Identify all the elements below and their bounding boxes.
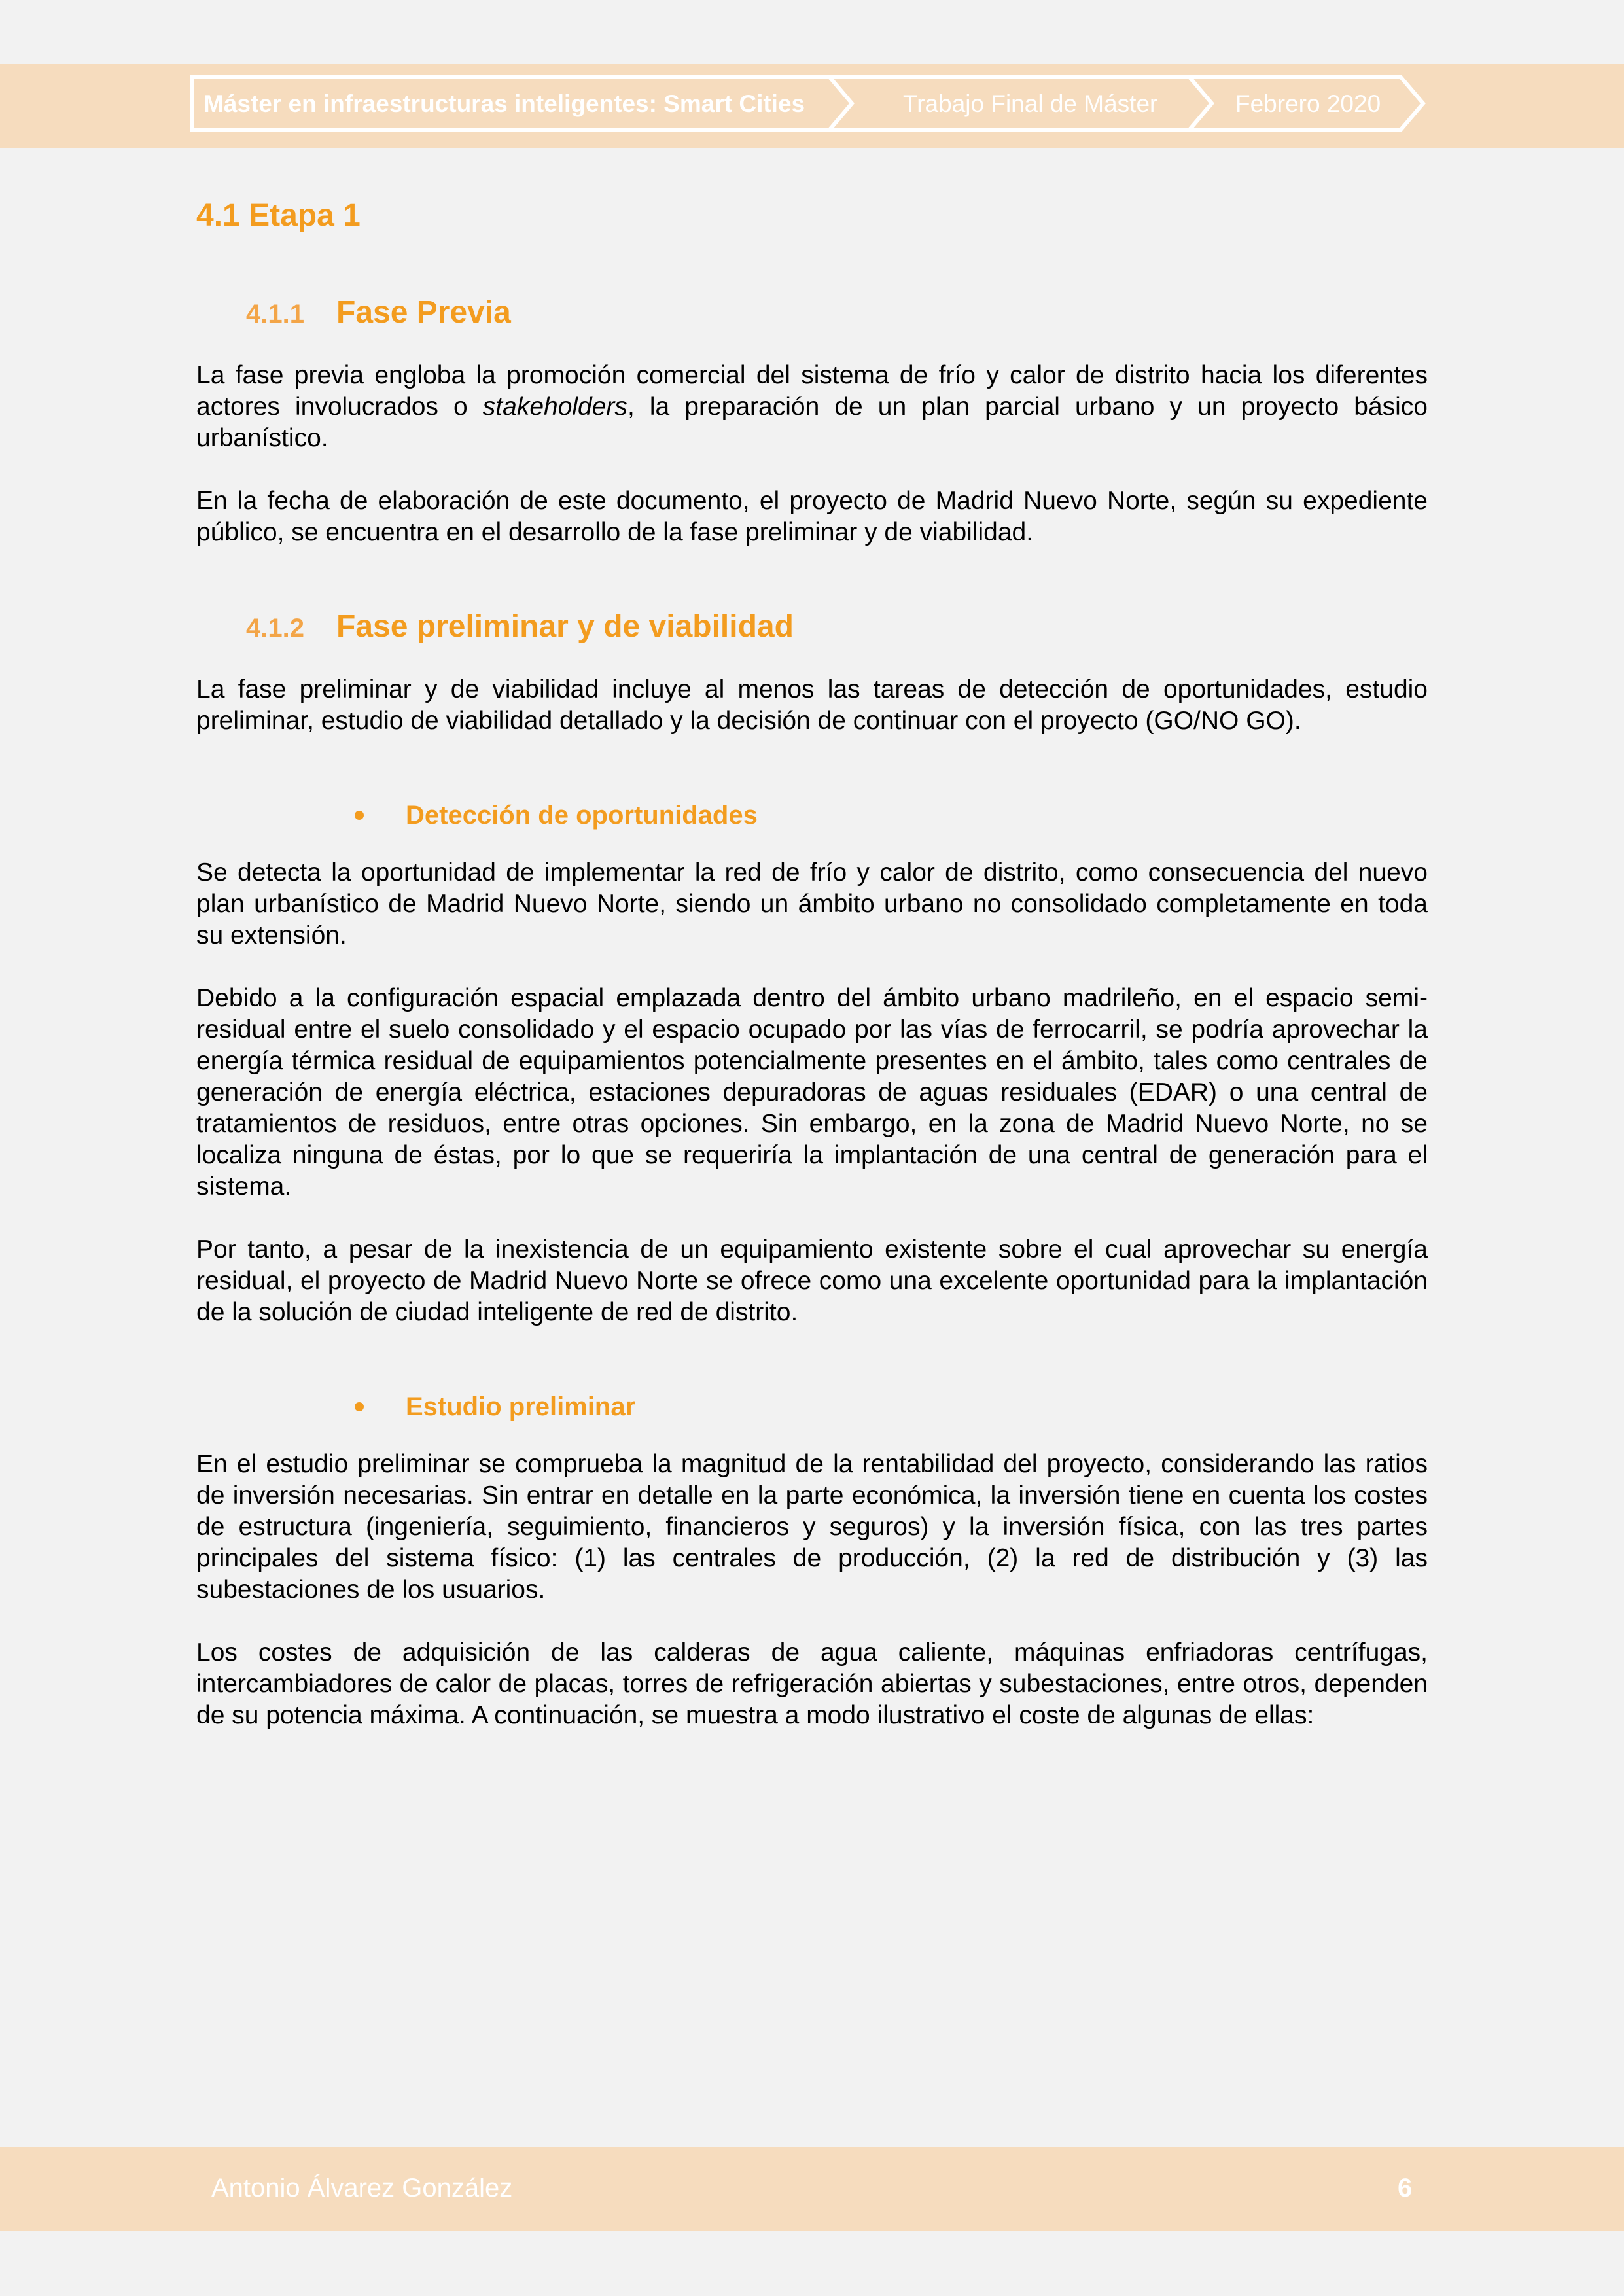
bullet-title: Estudio preliminar	[406, 1392, 636, 1421]
paragraph-text: , la preparación de un plan parcial urbano y un proyecto básico urbanístico.	[196, 393, 1428, 452]
bullet-heading-estudio	[355, 1387, 1428, 1426]
paragraph: Los costes de adquisición de las calderas de agua caliente, máquinas enfriadoras centrífugas, intercambiadores de calor de placas, torres de refrigeración abiertas y subestaciones, entre otros, dependen de su potencia máxima. A continuación, se muestra a modo ilustrativo el coste de algunas de ellas:	[196, 1638, 1428, 1729]
breadcrumb-item-master: Máster en infraestructuras inteligentes: Smart Cities	[203, 90, 805, 117]
subsection-number: 4.1.2	[246, 614, 304, 643]
paragraph: En el estudio preliminar se comprueba la magnitud de la rentabilidad del proyecto, considerando las ratios de inversión necesarias. Sin entrar en detalle en la parte económica, la inversión tiene en cuenta los costes de estructura (ingeniería, seguimiento, financieros y seguros) y la inversión física, con las tres partes principales del sistema físico: (1) las centrales de producción, (2) la red de distribución y (3) las subestaciones de los usuarios.	[196, 1450, 1428, 1604]
document-body	[196, 190, 1428, 1731]
bullet-heading-deteccion	[355, 796, 1428, 835]
paragraph-text: La fase previa engloba la promoción comercial del sistema de frío y calor de distrito hacia los diferentes actores involucrados o	[196, 361, 1428, 421]
bullet-title: Detección de oportunidades	[406, 801, 758, 830]
subsection-heading-fase-preliminar	[246, 601, 1428, 654]
breadcrumb-item-date: Febrero 2020	[1235, 90, 1381, 117]
bullet-icon	[355, 1402, 364, 1411]
subsection-number: 4.1.1	[246, 300, 304, 328]
subsection-heading-fase-previa	[246, 287, 1428, 340]
page-number: 6	[1398, 2174, 1413, 2202]
breadcrumb-item-tfm: Trabajo Final de Máster	[903, 90, 1158, 117]
paragraph: En la fecha de elaboración de este documento, el proyecto de Madrid Nuevo Norte, según su expediente público, se encuentra en el desarrollo de la fase preliminar y de viabilidad.	[196, 487, 1428, 546]
paragraph: Debido a la configuración espacial emplazada dentro del ámbito urbano madrileño, en el espacio semi-residual entre el suelo consolidado y el espacio ocupado por las vías de ferrocarril, se podría aprovechar la energía térmica residual de equipamientos potencialmente presentes en el ámbito, tales como centrales de generación de energía eléctrica, estaciones depuradoras de aguas residuales (EDAR) o una central de tratamientos de residuos, entre otras opciones. Sin embargo, en la zona de Madrid Nuevo Norte, no se localiza ninguna de éstas, por lo que se requeriría la implantación de una central de generación para el sistema.	[196, 984, 1428, 1201]
subsection-title: Fase preliminar y de viabilidad	[336, 609, 794, 644]
paragraph: La fase preliminar y de viabilidad incluye al menos las tareas de detección de oportunidades, estudio preliminar, estudio de viabilidad detallado y la decisión de continuar con el proyecto (GO/NO GO).	[196, 675, 1428, 735]
italic-term: stakeholders	[482, 393, 627, 421]
footer-author: Antonio Álvarez González	[211, 2174, 513, 2202]
paragraph	[196, 360, 1428, 454]
subsection-title: Fase Previa	[336, 295, 511, 330]
paragraph: Se detecta la oportunidad de implementar la red de frío y calor de distrito, como consecuencia del nuevo plan urbanístico de Madrid Nuevo Norte, siendo un ámbito urbano no consolidado completamente en toda su extensión.	[196, 858, 1428, 949]
bullet-icon	[355, 811, 364, 820]
section-title: 4.1 Etapa 1	[196, 198, 361, 233]
paragraph: Por tanto, a pesar de la inexistencia de un equipamiento existente sobre el cual aprovechar su energía residual, el proyecto de Madrid Nuevo Norte se ofrece como una excelente oportunidad para la implantación de la solución de ciudad inteligente de red de distrito.	[196, 1235, 1428, 1326]
